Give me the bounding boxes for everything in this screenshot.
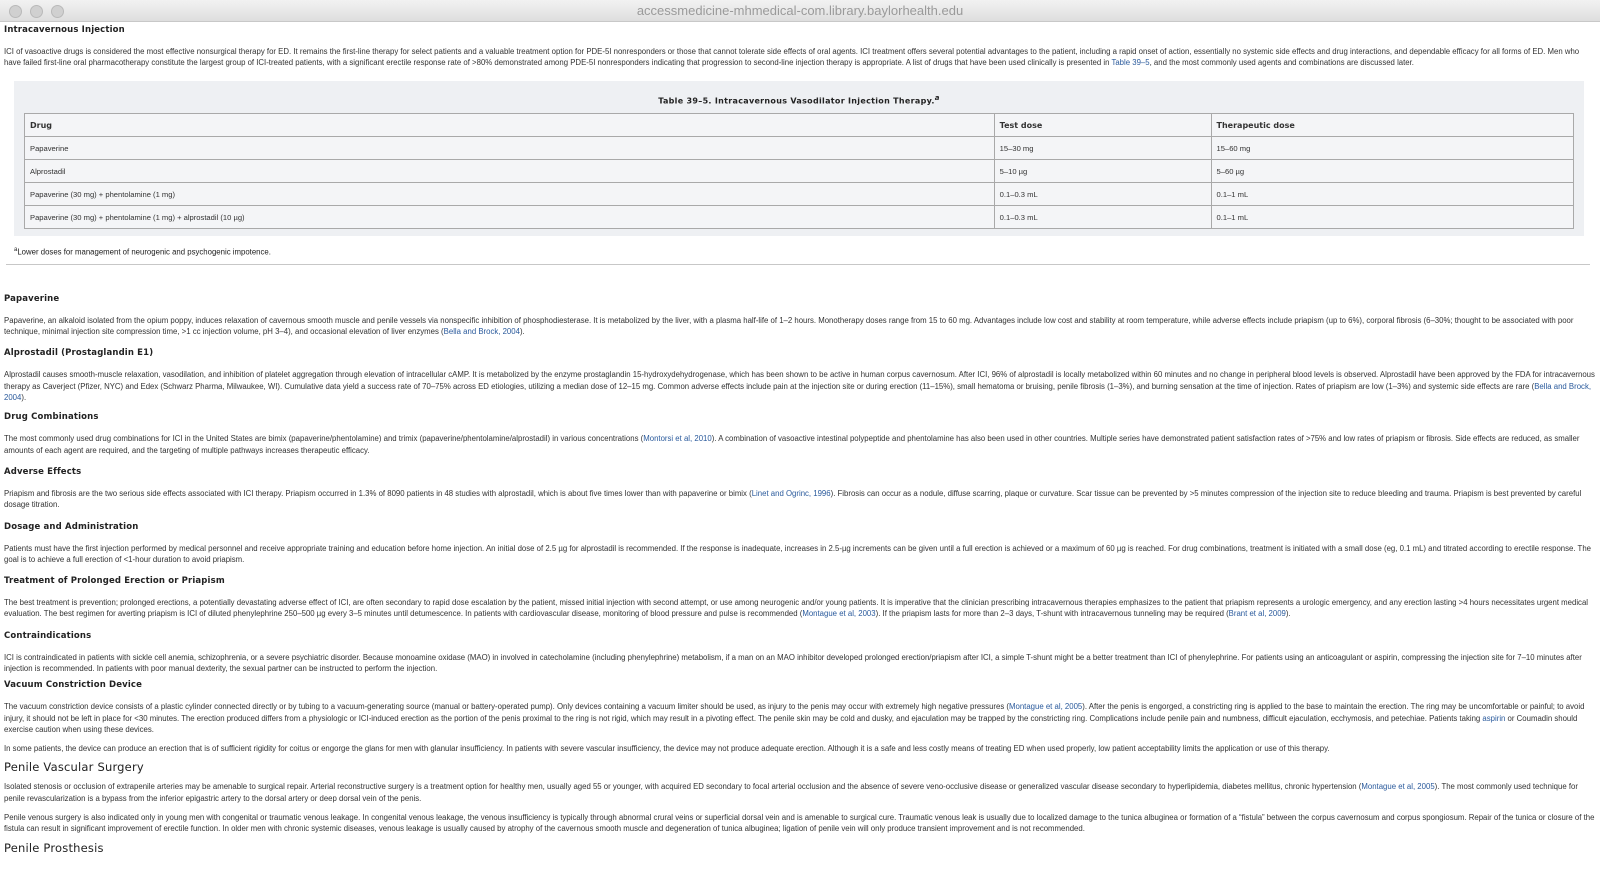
table-row	[25, 206, 1574, 229]
heading-drug-combinations: Drug Combinations	[4, 412, 99, 423]
table-cell-drug: Papaverine	[25, 137, 995, 160]
column-header-drug: Drug	[25, 114, 995, 137]
table-cell-test-dose: 5–10 µg	[994, 160, 1211, 183]
dosage-paragraph: Patients must have the first injection performed by medical personnel and receive appropriate training and education before home injection. An initial dose of 2.5 µg for alprostadil is recommended. If the response is inadequate, increases in 2.5-µg increments can be given until a full erection is achieved or a maximum of 60 µg is reached. For drug combinations, treatment is initiated with a small dose (eg, 0.1 mL) and titrated according to erectile response. The goal is to achieve a full erection of <1-hour duration to avoid priapism.	[4, 543, 1591, 564]
column-header-therapeutic-dose: Therapeutic dose	[1211, 114, 1573, 137]
table-cell-therapeutic-dose: 15–60 mg	[1211, 137, 1573, 160]
table-39-5	[14, 81, 1584, 237]
window-url: accessmedicine-mhmedical-com.library.baylorhealth.edu	[636, 3, 964, 18]
citation-link[interactable]: Montorsi et al, 2010	[643, 434, 712, 444]
vacuum-paragraph-1: The vacuum constriction device consists of a plastic cylinder connected directly or by tubing to a vacuum-generating source (manual or battery-operated pump). Only devices containing a vacuum limiter should be used, as injury to the penis may occur with extremely high negative pressures (Montague et al, 2005). After the penis is engorged, a constricting ring is applied to the base to maintain the erection. The ring may be uncomfortable or painful; to avoid injury, it should not be left in place for <30 minutes. The erection produced differs from a physiologic or ICI-induced erection as the portion of the penis proximal to the ring is not rigid, which may result in a pivoting effect. The penile skin may be cold and dusky, and ejaculation may be trapped by the constricting ring. Complications include penile pain and numbness, difficult ejaculation, ecchymosis, and petechiae. Patients taking aspirin or Coumadin should exercise caution when using these devices.	[4, 702, 1585, 734]
heading-adverse-effects: Adverse Effects	[4, 466, 82, 477]
table-footnote: $^a$Lower doses for management of neurogenic and psychogenic impotence.	[14, 247, 271, 257]
table-caption-footnote-marker: a	[934, 93, 940, 102]
table-caption: Table 39–5. Intracavernous Vasodilator Injection Therapy.$^a$	[658, 93, 940, 106]
article-content	[0, 22, 1600, 890]
injection-therapy-table	[24, 113, 1574, 229]
footnote-marker: a	[14, 247, 18, 254]
citation-link[interactable]: Montague et al, 2005	[1361, 782, 1435, 792]
papaverine-paragraph: Papaverine, an alkaloid isolated from the opium poppy, induces relaxation of cavernous smooth muscle and penile vessels via nonspecific inhibition of phosphodiesterase. It is metabolized by the liver, with a plasma half-life of 1–2 hours. Monotherapy doses range from 15 to 60 mg. Advantages include low cost and stability at room temperature, while adverse effects include priapism (up to 6%), corporal fibrosis (6–30%; thought to be associated with poor technique, minimal injection site compression time, >1 cc injection volume, pH 3–4), and occasional elevation of liver enzymes (Bella and Brock, 2004).	[4, 315, 1574, 337]
citation-link[interactable]: Linet and Ogrinc, 1996	[751, 488, 831, 498]
table-row	[25, 160, 1574, 183]
table-cell-test-dose: 15–30 mg	[994, 137, 1211, 160]
heading-alprostadil: Alprostadil (Prostaglandin E1)	[4, 348, 154, 359]
citation-link[interactable]: Bella and Brock, 2004	[4, 381, 1592, 403]
heading-papaverine: Papaverine	[4, 293, 60, 304]
ici-paragraph: ICI of vasoactive drugs is considered the most effective nonsurgical therapy for ED. It remains the first-line therapy for select patients and a valuable treatment option for PDE-5I nonresponders or those that cannot tolerate side effects of oral agents. ICI treatment offers several potential advantages to the patient, including a rapid onset of action, essentially no systemic side effects and drug interactions, and dependable efficacy for all forms of ED. Men who have failed first-line oral pharmacotherapy constitute the largest group of ICI-treated patients, with a significant erectile response rate of >80% demonstrated among PDE-5I nonresponders indicating that progression to second-line injection therapy is appropriate. A list of drugs that have been used clinically is presented in Table 39–5, and the most commonly used agents and combinations are discussed later.	[4, 47, 1580, 68]
citation-link[interactable]: Bella and Brock, 2004	[443, 327, 520, 337]
table-header-row	[25, 114, 1574, 137]
citation-link[interactable]: Montague et al, 2003	[802, 609, 876, 619]
alprostadil-paragraph: Alprostadil causes smooth-muscle relaxation, vasodilation, and inhibition of platelet aggregation through elevation of intracellular cAMP. It is metabolized by the enzyme prostaglandin 15-hydroxydehydrogenase, which has been shown to be active in human corpus cavernosum. After ICI, 96% of alprostadil is locally metabolized within 60 minutes and no change in peripheral blood levels is observed. Alprostadil have been approved by the FDA for intracavernous therapy as Caverject (Pfizer, NYC) and Edex (Schwarz Pharma, Milwaukee, WI). Cumulative data yield a success rate of 70–75% across ED etiologies, utilizing a median dose of 12–15 mg. Common adverse effects include pain at the injection site or during erection (11–15%), small hematoma or bruising, penile fibrosis (1–3%), and burning sensation at the time of injection. Rates of priapism are low (1–3%) and systemic side effects are rare (Bella and Brock, 2004).	[4, 370, 1595, 403]
column-header-test-dose: Test dose	[994, 114, 1211, 137]
heading-intracavernous-injection: Intracavernous Injection	[4, 25, 125, 35]
heading-dosage-administration: Dosage and Administration	[4, 521, 139, 532]
drug-combinations-paragraph: The most commonly used drug combinations for ICI in the United States are bimix (papaverine/phentolamine) and trimix (papaverine/phentolamine/alprostadil) in various concentrations (Montorsi et al, 2010). A combination of vasoactive intestinal polypeptide and phentolamine has also been used in other countries. Multiple series have demonstrated patient satisfaction rates of >75% and low rates of priapism or fibrosis. Side effects are reduced, as smaller amounts of each agent are required, and the targeting of multiple pathways increases therapeutic efficacy.	[4, 434, 1580, 455]
vascular-paragraph-1: Isolated stenosis or occlusion of extrapenile arteries may be amenable to surgical repair. Arterial reconstructive surgery is a treatment option for healthy men, usually aged 55 or younger, with acquired ED secondary to focal arterial occlusion and the absence of severe veno-occlusive disease or generalized vascular disease secondary to hyperlipidemia, diabetes mellitus, chronic hypertension (Montague et al, 2005). The most commonly used technique for penile revascularization is a bypass from the inferior epigastric artery to the dorsal artery or deep dorsal vein of the penis.	[4, 782, 1578, 803]
table-39-5-link[interactable]: Table 39–5	[1111, 58, 1150, 68]
heading-penile-vascular-surgery: Penile Vascular Surgery	[4, 760, 144, 775]
table-cell-drug: Papaverine (30 mg) + phentolamine (1 mg) + alprostadil (10 µg)	[25, 206, 995, 229]
table-cell-drug: Papaverine (30 mg) + phentolamine (1 mg)	[25, 183, 995, 206]
adverse-effects-paragraph: Priapism and fibrosis are the two serious side effects associated with ICI therapy. Priapism occurred in 1.3% of 8090 patients in 48 studies with alprostadil, which is about five times lower than with papaverine or bimix (Linet and Ogrinc, 1996). Fibrosis can occur as a nodule, diffuse scarring, plaque or curvature. Scar tissue can be prevented by >5 minutes compression of the injection site to reduce bleeding and trauma. Priapism is best prevented by careful dosage titration.	[4, 488, 1582, 510]
table-row	[25, 183, 1574, 206]
table-row	[25, 137, 1574, 160]
table-cell-test-dose: 0.1–0.3 mL	[994, 206, 1211, 229]
table-cell-therapeutic-dose: 5–60 µg	[1211, 160, 1573, 183]
table-cell-drug: Alprostadil	[25, 160, 995, 183]
citation-link[interactable]: Brant et al, 2009	[1228, 609, 1286, 619]
browser-titlebar	[0, 0, 1600, 22]
heading-treatment-priapism: Treatment of Prolonged Erection or Priapism	[4, 576, 225, 587]
heading-contraindications: Contraindications	[4, 630, 92, 641]
vacuum-paragraph-2: In some patients, the device can produce an erection that is of sufficient rigidity for coitus or engorge the glans for men with glanular insufficiency. In patients with severe vascular insufficiency, the device may not produce adequate erection. Although it is a safe and less costly means of treating ED when used properly, low patient acceptability limits the application or use of this therapy.	[4, 744, 1330, 754]
table-cell-test-dose: 0.1–0.3 mL	[994, 183, 1211, 206]
heading-vacuum-constriction-device: Vacuum Constriction Device	[4, 680, 143, 691]
treatment-paragraph: The best treatment is prevention; prolonged erections, a potentially devastating adverse effect of ICI, are often secondary to rapid dose escalation by the patient, missed initial injection with second attempt, or use among neurogenic and/or young patients. It is imperative that the clinician prescribing intracavernous therapies emphasizes to the patient that priapism represents a urologic emergency, and any erection lasting >4 hours necessitates urgent medical evaluation. The best regimen for averting priapism is ICI of diluted phenylephrine 250–500 µg every 3–5 minutes until detumescence. In patients with cardiovascular disease, monitoring of blood pressure and pulse is recommended (Montague et al, 2003). If the priapism lasts for more than 2–3 days, T-shunt with intracavernous tunneling may be required (Brant et al, 2009).	[4, 598, 1589, 619]
citation-link[interactable]: Montague et al, 2005	[1009, 702, 1083, 712]
vascular-paragraph-2: Penile venous surgery is also indicated only in young men with congenital or traumatic venous leakage. In congenital venous leakage, the venous insufficiency is typically through abnormal crural veins or superficial dorsal vein and is amenable to surgical cure. Traumatic venous leak is usually due to localized damage to the tunica albuginea or formation of a “fistula” between the corpus cavernosum and corpus spongiosum. Repair of the tunica or closure of the fistula can result in significant improvement of erectile function. In older men with chronic systemic diseases, venous leakage is usually caused by atrophy of the cavernous smooth muscle and degeneration of tunica albuginea; ligation of penile vein will only produce transient improvement and is not recommended.	[4, 813, 1595, 834]
heading-penile-prosthesis: Penile Prosthesis	[4, 840, 104, 855]
table-cell-therapeutic-dose: 0.1–1 mL	[1211, 183, 1573, 206]
contraindications-paragraph: ICI is contraindicated in patients with sickle cell anemia, schizophrenia, or a severe psychiatric disorder. Because monoamine oxidase (MAO) in involved in catecholamine (including phenylephrine) metabolism, if a man on an MAO inhibitor developed prolonged erection/priapism after ICI, a simple T-shunt might be a better treatment than ICI of phenylephrine. For patients using an anticoagulant or aspirin, compressing the injection site for 7–10 minutes after injection is recommended. In patients with poor manual dexterity, the sexual partner can be instructed to perform the injection.	[4, 652, 1582, 673]
aspirin-link[interactable]: aspirin	[1482, 713, 1506, 723]
table-cell-therapeutic-dose: 0.1–1 mL	[1211, 206, 1573, 229]
